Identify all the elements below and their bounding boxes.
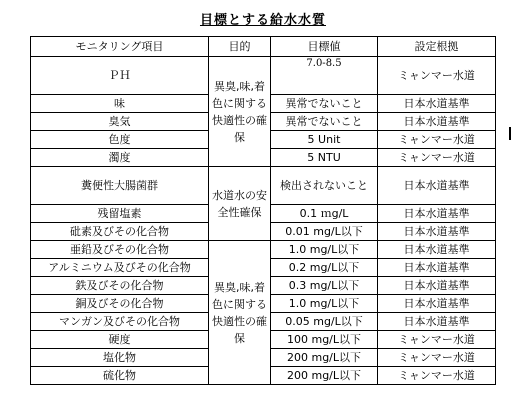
purpose-cell: 水道水の安全性確保 bbox=[209, 167, 271, 241]
item-cell: 味 bbox=[31, 95, 209, 113]
basis-cell: 日本水道基準 bbox=[378, 95, 496, 113]
basis-cell: 日本水道基準 bbox=[378, 277, 496, 295]
item-cell: 硫化物 bbox=[31, 367, 209, 385]
target-cell: 5 NTU bbox=[271, 149, 378, 167]
target-cell: 5 Unit bbox=[271, 131, 378, 149]
document-title: 目標とする給水水質 bbox=[199, 13, 326, 28]
item-cell: 亜鉛及びその化合物 bbox=[31, 241, 209, 259]
item-cell: 色度 bbox=[31, 131, 209, 149]
basis-cell: 日本水道基準 bbox=[378, 167, 496, 205]
item-cell: ＰＨ bbox=[31, 57, 209, 95]
target-cell: 0.3 mg/L以下 bbox=[271, 277, 378, 295]
target-cell: 異常でないこと bbox=[271, 113, 378, 131]
table-row bbox=[31, 241, 496, 259]
item-cell: 塩化物 bbox=[31, 349, 209, 367]
basis-cell: ミャンマー水道 bbox=[378, 57, 496, 95]
target-cell: 1.0 mg/L以下 bbox=[271, 295, 378, 313]
table-row bbox=[31, 57, 496, 95]
basis-cell: ミャンマー水道 bbox=[378, 331, 496, 349]
purpose-cell: 異臭,味,着色に関する快適性の確保 bbox=[209, 241, 271, 385]
target-cell: 7.0-8.5 bbox=[271, 57, 378, 95]
item-cell: 糞便性大腸菌群 bbox=[31, 167, 209, 205]
item-cell: 硬度 bbox=[31, 331, 209, 349]
item-cell: アルミニウム及びその化合物 bbox=[31, 259, 209, 277]
item-cell: 砒素及びその化合物 bbox=[31, 223, 209, 241]
basis-cell: 日本水道基準 bbox=[378, 313, 496, 331]
target-cell: 0.1 ｍg/L bbox=[271, 205, 378, 223]
item-cell: 銅及びその化合物 bbox=[31, 295, 209, 313]
target-cell: 検出されないこと bbox=[271, 167, 378, 205]
table-header-row bbox=[31, 37, 496, 57]
item-cell: 鉄及びその化合物 bbox=[31, 277, 209, 295]
basis-cell: 日本水道基準 bbox=[378, 205, 496, 223]
header-purpose: 目的 bbox=[209, 37, 271, 57]
header-target-value: 目標値 bbox=[271, 37, 378, 57]
basis-cell: ミャンマー水道 bbox=[378, 367, 496, 385]
item-cell: 残留塩素 bbox=[31, 205, 209, 223]
water-quality-table bbox=[30, 36, 496, 385]
purpose-cell: 異臭,味,着色に関する快適性の確保 bbox=[209, 57, 271, 167]
table-row bbox=[31, 167, 496, 205]
target-cell: 0.2 mg/L以下 bbox=[271, 259, 378, 277]
basis-cell: ミャンマー水道 bbox=[378, 149, 496, 167]
target-cell: 100 mg/L以下 bbox=[271, 331, 378, 349]
basis-cell: 日本水道基準 bbox=[378, 113, 496, 131]
basis-cell: ミャンマー水道 bbox=[378, 349, 496, 367]
target-cell: 0.05 mg/L以下 bbox=[271, 313, 378, 331]
basis-cell: 日本水道基準 bbox=[378, 223, 496, 241]
header-basis: 設定根拠 bbox=[378, 37, 496, 57]
target-cell: 200 mg/L以下 bbox=[271, 349, 378, 367]
basis-cell: ミャンマー水道 bbox=[378, 131, 496, 149]
target-cell: 0.01 mg/L以下 bbox=[271, 223, 378, 241]
item-cell: 臭気 bbox=[31, 113, 209, 131]
text-cursor bbox=[509, 127, 511, 140]
basis-cell: 日本水道基準 bbox=[378, 295, 496, 313]
target-cell: 異常でないこと bbox=[271, 95, 378, 113]
item-cell: 濁度 bbox=[31, 149, 209, 167]
header-monitoring-item: モニタリング項目 bbox=[31, 37, 209, 57]
item-cell: マンガン及びその化合物 bbox=[31, 313, 209, 331]
target-cell: 200 mg/L以下 bbox=[271, 367, 378, 385]
basis-cell: 日本水道基準 bbox=[378, 241, 496, 259]
basis-cell: 日本水道基準 bbox=[378, 259, 496, 277]
target-cell: 1.0 mg/L以下 bbox=[271, 241, 378, 259]
